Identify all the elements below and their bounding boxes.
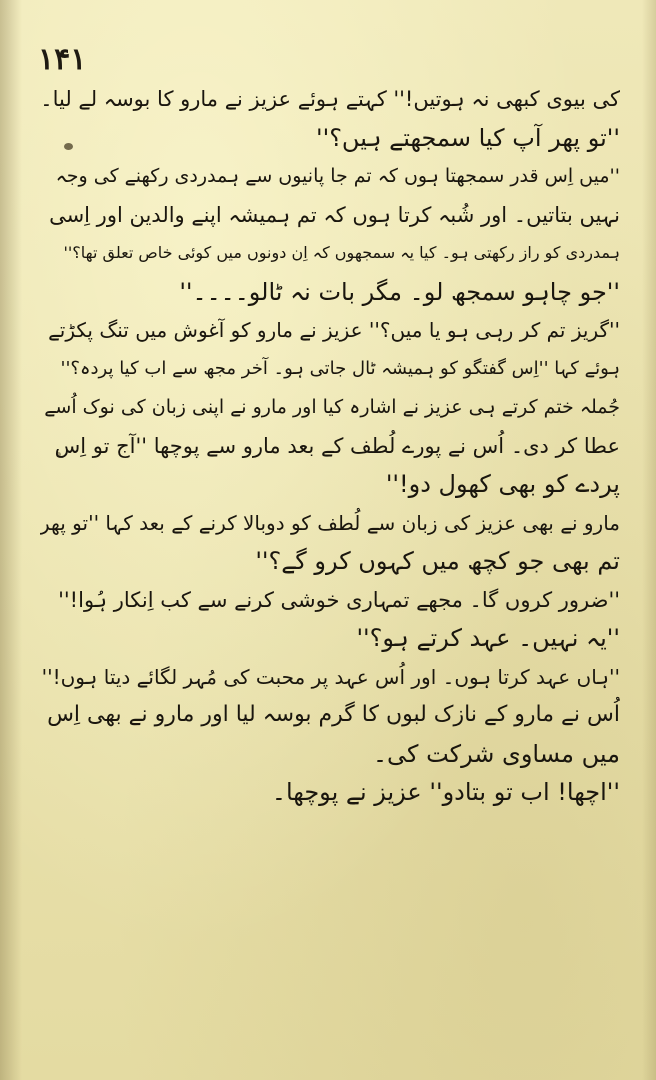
text-line: تم بھی جو کچھ میں کہوں کرو گے؟'' (255, 547, 620, 575)
text-line: ہمدردی کو راز رکھتی ہو۔ کیا یہ سمجھوں کہ اِن دونوں میں کوئی خاص تعلق تھا؟'' (63, 243, 620, 262)
text-line: ''جو چاہو سمجھ لو۔ مگر بات نہ ٹالو۔۔۔۔'' (179, 277, 620, 306)
page-spine-shadow (0, 0, 22, 1080)
text-line: کی بیوی کبھی نہ ہوتیں!'' کہتے ہوئے عزیز نے مارو کا بوسہ لے لیا۔ (40, 87, 620, 111)
text-line: میں مساوی شرکت کی۔ (372, 739, 620, 768)
body-text (40, 80, 620, 812)
text-line: ''میں اِس قدر سمجھتا ہوں کہ تم جا پانیوں سے ہمدردی رکھنے کی وجہ (55, 165, 620, 187)
text-line: ہوئے کہا ''اِس گفتگو کو ہمیشہ ٹال جاتی ہو۔ آخر مجھ سے اب کیا پردہ؟'' (60, 357, 620, 379)
text-line: ''اچھا! اب تو بتادو'' عزیز نے پوچھا۔ (271, 778, 620, 806)
text-line: ''تو پھر آپ کیا سمجھتے ہیں؟'' (316, 123, 620, 152)
text-line: نہیں بتاتیں۔ اور شُبہ کرتا ہوں کہ تم ہمیشہ اپنے والدین اور اِسی (49, 202, 620, 227)
page-number: ۱۴۱ (38, 42, 87, 77)
text-line: عطا کر دی۔ اُس نے پورے لُطف کے بعد مارو سے پوچھا ''آج تو اِس (54, 433, 620, 458)
page-edge-shadow (642, 0, 656, 1080)
text-line: ''گریز تم کر رہی ہو یا میں؟'' عزیز نے مارو کو آغوش میں تنگ پکڑتے (48, 318, 620, 342)
text-line: ''یہ نہیں۔ عہد کرتے ہو؟'' (356, 624, 620, 652)
text-line: ''ضرور کروں گا۔ مجھے تمہاری خوشی کرنے سے کب اِنکار ہُوا!'' (58, 587, 620, 612)
text-line: پردے کو بھی کھول دو!'' (385, 470, 620, 498)
text-line: جُملہ ختم کرتے ہی عزیز نے اشارہ کیا اور مارو نے اپنی زبان کی نوک اُسے (44, 396, 620, 418)
text-line: ''ہاں عہد کرتا ہوں۔ اور اُس عہد پر محبت کی مُہر لگائے دیتا ہوں!'' (41, 664, 620, 689)
text-line: اُس نے مارو کے نازک لبوں کا گرم بوسہ لیا اور مارو نے بھی اِس (47, 702, 620, 727)
text-line: مارو نے بھی عزیز کی زبان سے لُطف کو دوبالا کرنے کے بعد کہا ''تو پھر (40, 510, 620, 535)
